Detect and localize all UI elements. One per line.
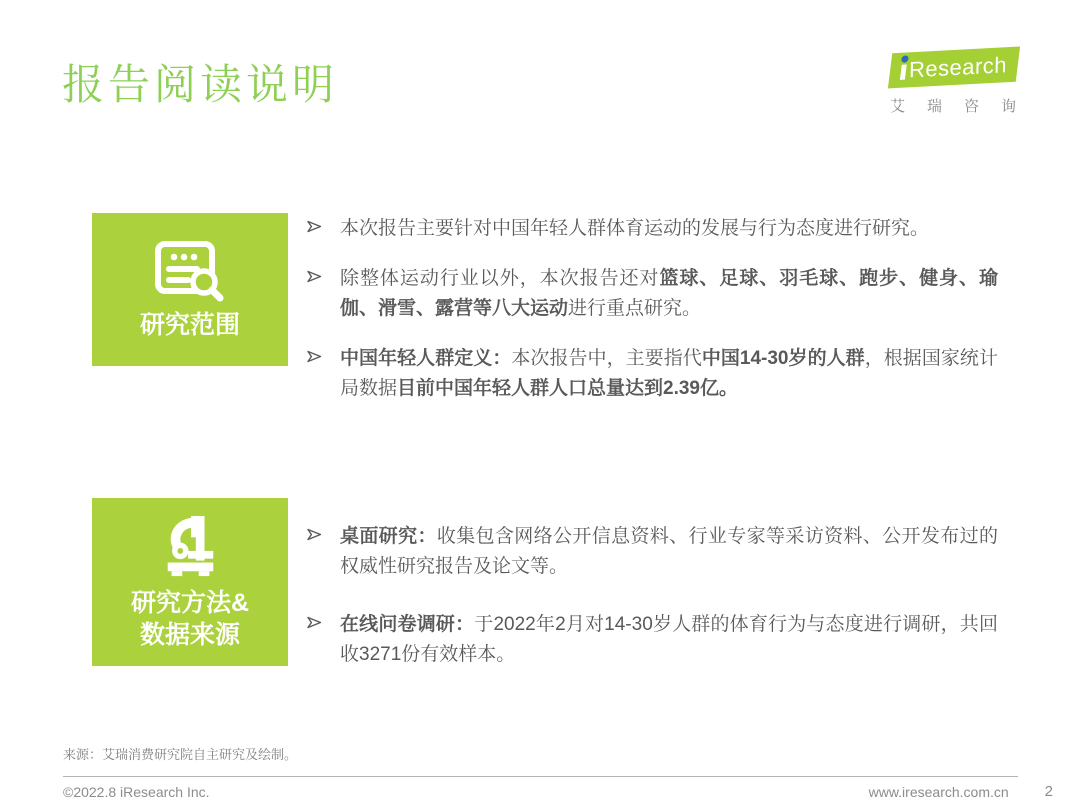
text-segment: ，根据国家统计局数据 xyxy=(340,348,998,399)
website-text: www.iresearch.com.cn xyxy=(868,783,1009,800)
bullet-item xyxy=(306,214,998,244)
bullet-arrow-icon xyxy=(306,610,340,670)
text-segment-bold: 目前中国年轻人群人口总量达到2.39亿。 xyxy=(397,378,738,399)
bullet-text xyxy=(340,610,998,670)
logo-letter-i xyxy=(900,64,907,79)
logo-i-dot-icon xyxy=(901,55,909,62)
source-note: 来源：艾瑞消费研究院自主研究及绘制。 xyxy=(63,747,298,762)
bullet-text xyxy=(340,214,929,244)
section-research-scope xyxy=(92,213,998,424)
bullet-arrow-icon xyxy=(306,214,340,244)
logo-banner xyxy=(888,47,1020,89)
bullet-arrow-icon xyxy=(306,344,340,404)
text-segment: 于2022年2月对14-30岁人群的体育行为与态度进行调研，共回收3271份有效样本。 xyxy=(340,614,998,665)
research-scope-badge xyxy=(92,213,288,366)
iresearch-logo xyxy=(890,50,1039,116)
methods-sources-bullets xyxy=(306,498,998,698)
section-methods-sources xyxy=(92,498,998,698)
text-segment-bold: 中国14-30岁的人群 xyxy=(701,348,865,369)
text-segment: 本次报告中，主要指代 xyxy=(511,348,702,369)
bullet-item xyxy=(306,264,998,324)
bullet-text xyxy=(340,264,998,324)
bullet-item xyxy=(306,344,998,404)
bullet-item xyxy=(306,610,998,670)
page-title: 报告阅读说明 xyxy=(62,61,339,108)
text-segment: 除整体运动行业以外，本次报告还对 xyxy=(340,268,660,289)
document-magnifier-icon xyxy=(151,238,229,304)
logo-chinese-name xyxy=(890,95,1039,116)
bullet-text xyxy=(340,344,998,404)
research-scope-bullets xyxy=(306,213,998,424)
logo-wordmark: Research xyxy=(908,51,1008,82)
badge-label xyxy=(131,587,249,651)
bullet-text xyxy=(340,522,998,582)
footer-divider xyxy=(63,776,1018,777)
badge-label-line: 数据来源 xyxy=(139,620,240,649)
badge-label-line: 研究方法& xyxy=(130,588,250,617)
text-segment-bold: 中国年轻人群定义： xyxy=(340,348,512,369)
page-number: 2 xyxy=(1044,783,1053,800)
text-segment-bold: 篮球、足球、羽毛球、跑步、健身、瑜伽、滑雪、露营等八大运动 xyxy=(340,268,998,319)
copyright-text: ©2022.8 iResearch Inc. xyxy=(63,783,210,800)
footer xyxy=(63,783,1053,800)
bullet-arrow-icon xyxy=(306,522,340,582)
text-segment: 本次报告主要针对中国年轻人群体育运动的发展与行为态度进行研究。 xyxy=(340,218,930,239)
text-segment: 收集包含网络公开信息资料、行业专家等采访资料、公开发布过的权威性研究报告及论文等。 xyxy=(340,526,998,577)
bullet-item xyxy=(306,522,998,582)
text-segment: 进行重点研究。 xyxy=(568,298,702,319)
logo-chinese-text: 艾瑞咨询 xyxy=(890,98,1039,115)
bullet-arrow-icon xyxy=(306,264,340,324)
methods-sources-badge xyxy=(92,498,288,666)
microscope-icon xyxy=(159,514,221,582)
text-segment-bold: 桌面研究： xyxy=(340,526,437,547)
text-segment-bold: 在线问卷调研： xyxy=(340,614,475,635)
badge-label: 研究范围 xyxy=(139,311,240,339)
footer-right xyxy=(869,783,1053,800)
